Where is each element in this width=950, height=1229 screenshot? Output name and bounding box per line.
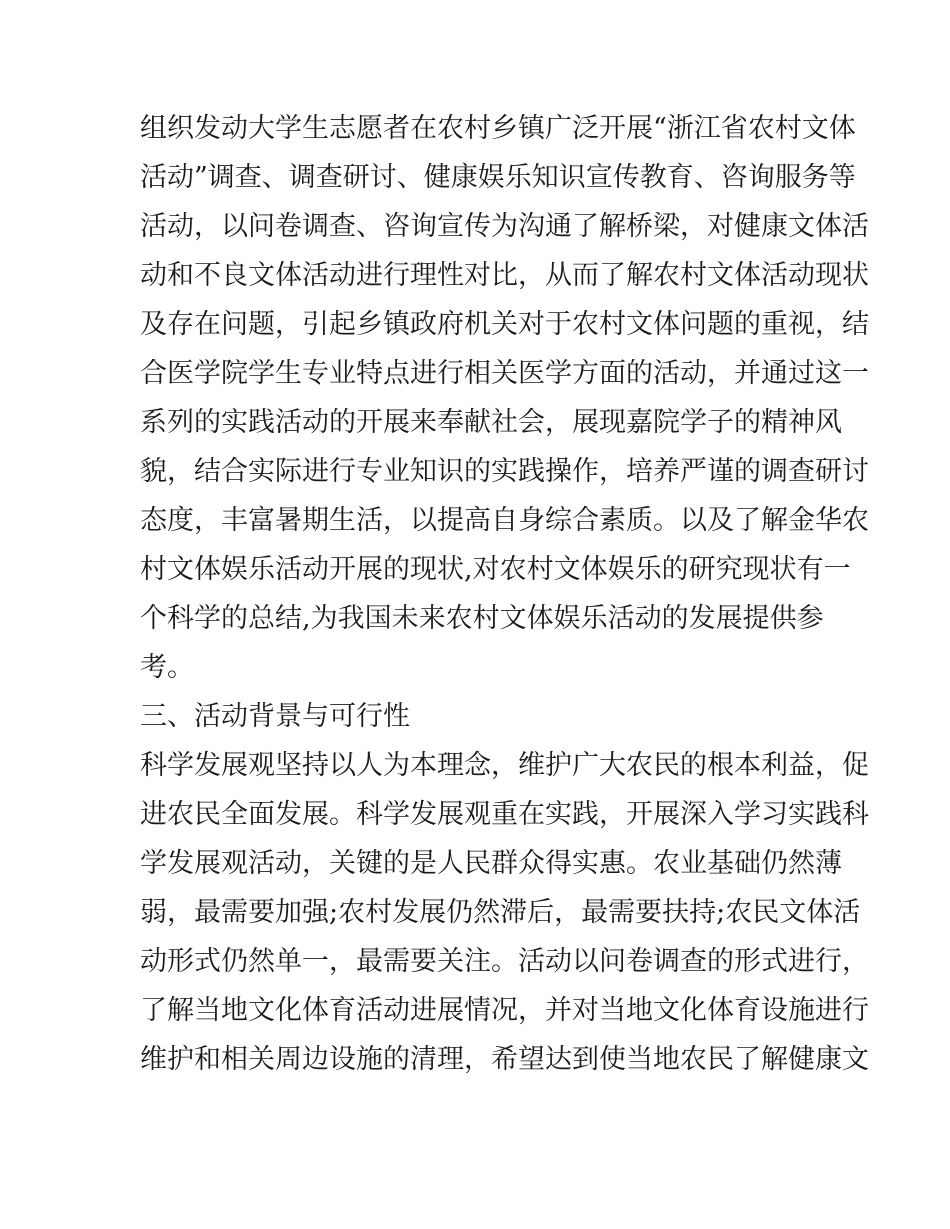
paragraph-line-8: 貌，结合实际进行专业知识的实践操作，培养严谨的调查研讨 [140,456,869,487]
paragraph-line-16: 学发展观活动，关键的是人民群众得实惠。农业基础仍然薄 [140,848,842,879]
paragraph-line-1: 组织发动大学生志愿者在农村乡镇广泛开展“浙江省农村文体 [140,113,856,144]
paragraph-line-4: 动和不良文体活动进行理性对比，从而了解农村文体活动现状 [140,260,869,291]
paragraph-line-5: 及存在问题，引起乡镇政府机关对于农村文体问题的重视，结 [140,309,869,340]
paragraph-line-9: 态度，丰富暑期生活，以提高自身综合素质。以及了解金华农 [140,505,869,536]
paragraph-line-11: 个科学的总结,为我国未来农村文体娱乐活动的发展提供参 [140,603,824,634]
paragraph-line-2: 活动”调查、调查研讨、健康娱乐知识宣传教育、咨询服务等 [140,162,856,193]
paragraph-line-19: 了解当地文化体育活动进展情况，并对当地文化体育设施进行 [140,995,869,1026]
section-heading: 三、活动背景与可行性 [140,701,410,732]
paragraph-line-15: 进农民全面发展。科学发展观重在实践，开展深入学习实践科 [140,799,869,830]
paragraph-line-7: 系列的实践活动的开展来奉献社会，展现嘉院学子的精神风 [140,407,842,438]
paragraph-line-10: 村文体娱乐活动开展的现状,对农村文体娱乐的研究现状有一 [140,554,851,585]
paragraph-line-17: 弱，最需要加强;农村发展仍然滞后，最需要扶持;农民文体活 [140,897,861,928]
paragraph-line-18: 动形式仍然单一，最需要关注。活动以问卷调查的形式进行， [140,946,869,977]
paragraph-line-3: 活动，以问卷调查、咨询宣传为沟通了解桥梁，对健康文体活 [140,211,869,242]
paragraph-line-14: 科学发展观坚持以人为本理念，维护广大农民的根本利益，促 [140,750,869,781]
paragraph-line-20: 维护和相关周边设施的清理，希望达到使当地农民了解健康文 [140,1044,869,1075]
paragraph-line-12: 考。 [140,652,194,683]
paragraph-line-6: 合医学院学生专业特点进行相关医学方面的活动，并通过这一 [140,358,869,389]
